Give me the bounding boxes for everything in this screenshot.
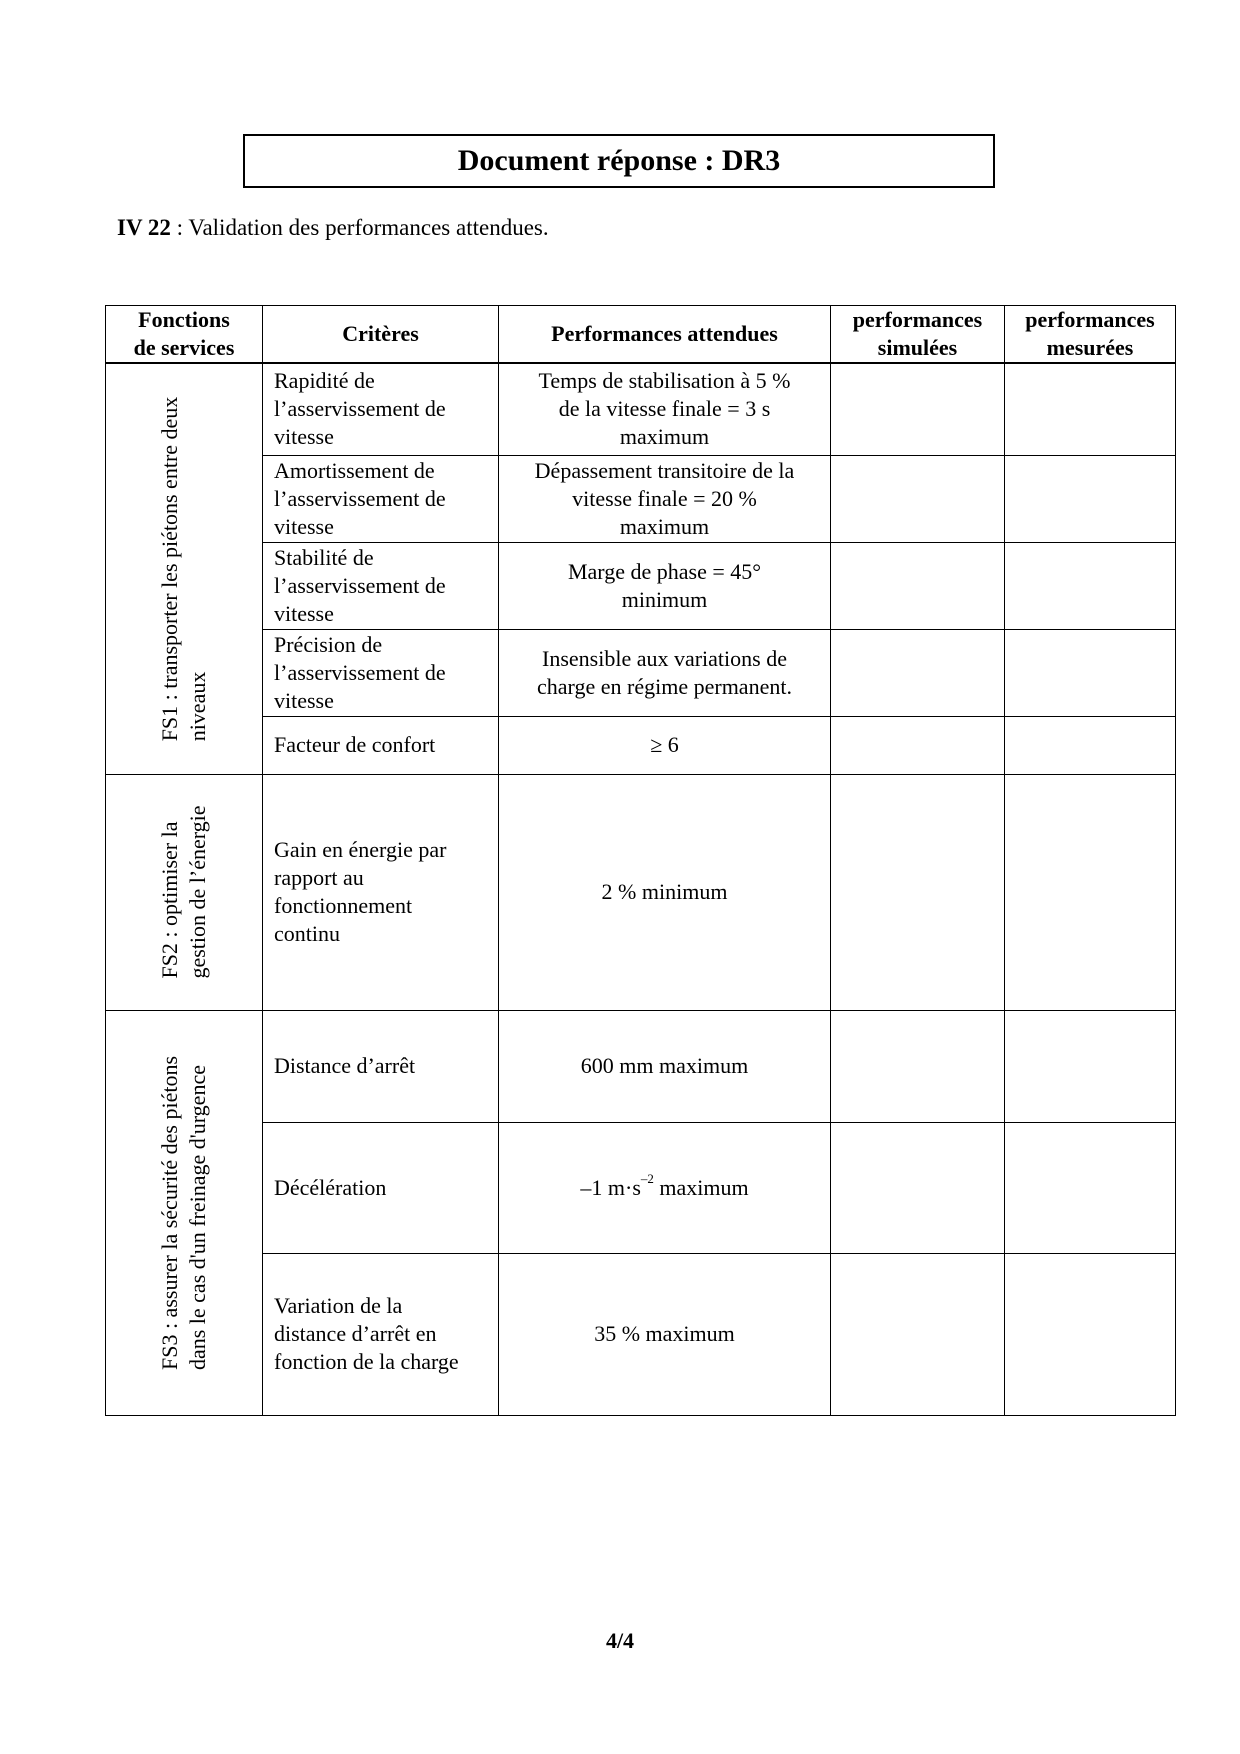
- group-fs1: FS1 : transporter les piétons entre deux niveaux: [106, 363, 263, 774]
- measured-cell[interactable]: [1005, 542, 1176, 629]
- document-title: Document réponse : DR3: [243, 134, 995, 188]
- performance-cell: ≥ 6: [499, 716, 831, 774]
- critere-cell: Distance d’arrêt: [263, 1010, 499, 1122]
- measured-cell[interactable]: [1005, 1010, 1176, 1122]
- simulated-cell[interactable]: [831, 716, 1005, 774]
- question-code: IV 22: [117, 215, 171, 240]
- simulated-cell[interactable]: [831, 363, 1005, 455]
- header-simulees: performances simulées: [831, 306, 1005, 364]
- group-fs3: FS3 : assurer la sécurité des piétons dans le cas d'un freinage d'urgence: [106, 1010, 263, 1415]
- critere-cell: Décélération: [263, 1122, 499, 1253]
- critere-cell: Facteur de confort: [263, 716, 499, 774]
- table-row: [106, 1253, 1176, 1415]
- measured-cell[interactable]: [1005, 774, 1176, 1010]
- table-row: [106, 455, 1176, 542]
- table-header-row: [106, 306, 1176, 364]
- performance-cell: –1 $m\cdot s^{-2}$ maximum: [499, 1122, 831, 1253]
- measured-cell[interactable]: [1005, 629, 1176, 716]
- table-row: [106, 542, 1176, 629]
- table-row: [106, 363, 1176, 455]
- simulated-cell[interactable]: [831, 629, 1005, 716]
- performance-cell: Temps de stabilisation à 5 % de la vitesse finale = 3 s maximum: [499, 363, 831, 455]
- table-row: [106, 716, 1176, 774]
- simulated-cell[interactable]: [831, 1122, 1005, 1253]
- header-mesurees: performances mesurées: [1005, 306, 1176, 364]
- simulated-cell[interactable]: [831, 542, 1005, 629]
- performance-cell: 35 % maximum: [499, 1253, 831, 1415]
- table-row: [106, 629, 1176, 716]
- question-separator: :: [170, 215, 189, 240]
- critere-cell: Variation de la distance d’arrêt en fonction de la charge: [263, 1253, 499, 1415]
- measured-cell[interactable]: [1005, 363, 1176, 455]
- performance-cell: Insensible aux variations de charge en régime permanent.: [499, 629, 831, 716]
- critere-cell: Précision de l’asservissement de vitesse: [263, 629, 499, 716]
- critere-cell: Gain en énergie par rapport au fonctionnement continu: [263, 774, 499, 1010]
- critere-cell: Amortissement de l’asservissement de vitesse: [263, 455, 499, 542]
- performance-cell: 600 mm maximum: [499, 1010, 831, 1122]
- page-number: 4/4: [605, 1628, 635, 1653]
- table-row: [106, 1122, 1176, 1253]
- performance-cell: Dépassement transitoire de la vitesse finale = 20 % maximum: [499, 455, 831, 542]
- simulated-cell[interactable]: [831, 1253, 1005, 1415]
- critere-cell: Stabilité de l’asservissement de vitesse: [263, 542, 499, 629]
- measured-cell[interactable]: [1005, 1122, 1176, 1253]
- header-attendues: Performances attendues: [499, 306, 831, 364]
- question-text: Validation des performances attendues.: [188, 215, 549, 240]
- performance-cell: 2 % minimum: [499, 774, 831, 1010]
- measured-cell[interactable]: [1005, 455, 1176, 542]
- measured-cell[interactable]: [1005, 716, 1176, 774]
- simulated-cell[interactable]: [831, 1010, 1005, 1122]
- performance-table: [105, 305, 1176, 1416]
- question-line: [117, 215, 549, 241]
- table-row: [106, 774, 1176, 1010]
- header-fonctions: Fonctions de services: [106, 306, 263, 364]
- simulated-cell[interactable]: [831, 774, 1005, 1010]
- table-row: [106, 1010, 1176, 1122]
- measured-cell[interactable]: [1005, 1253, 1176, 1415]
- simulated-cell[interactable]: [831, 455, 1005, 542]
- group-fs2: FS2 : optimiser la gestion de l’énergie: [106, 774, 263, 1010]
- header-criteres: Critères: [263, 306, 499, 364]
- performance-cell: Marge de phase = 45° minimum: [499, 542, 831, 629]
- critere-cell: Rapidité de l’asservissement de vitesse: [263, 363, 499, 455]
